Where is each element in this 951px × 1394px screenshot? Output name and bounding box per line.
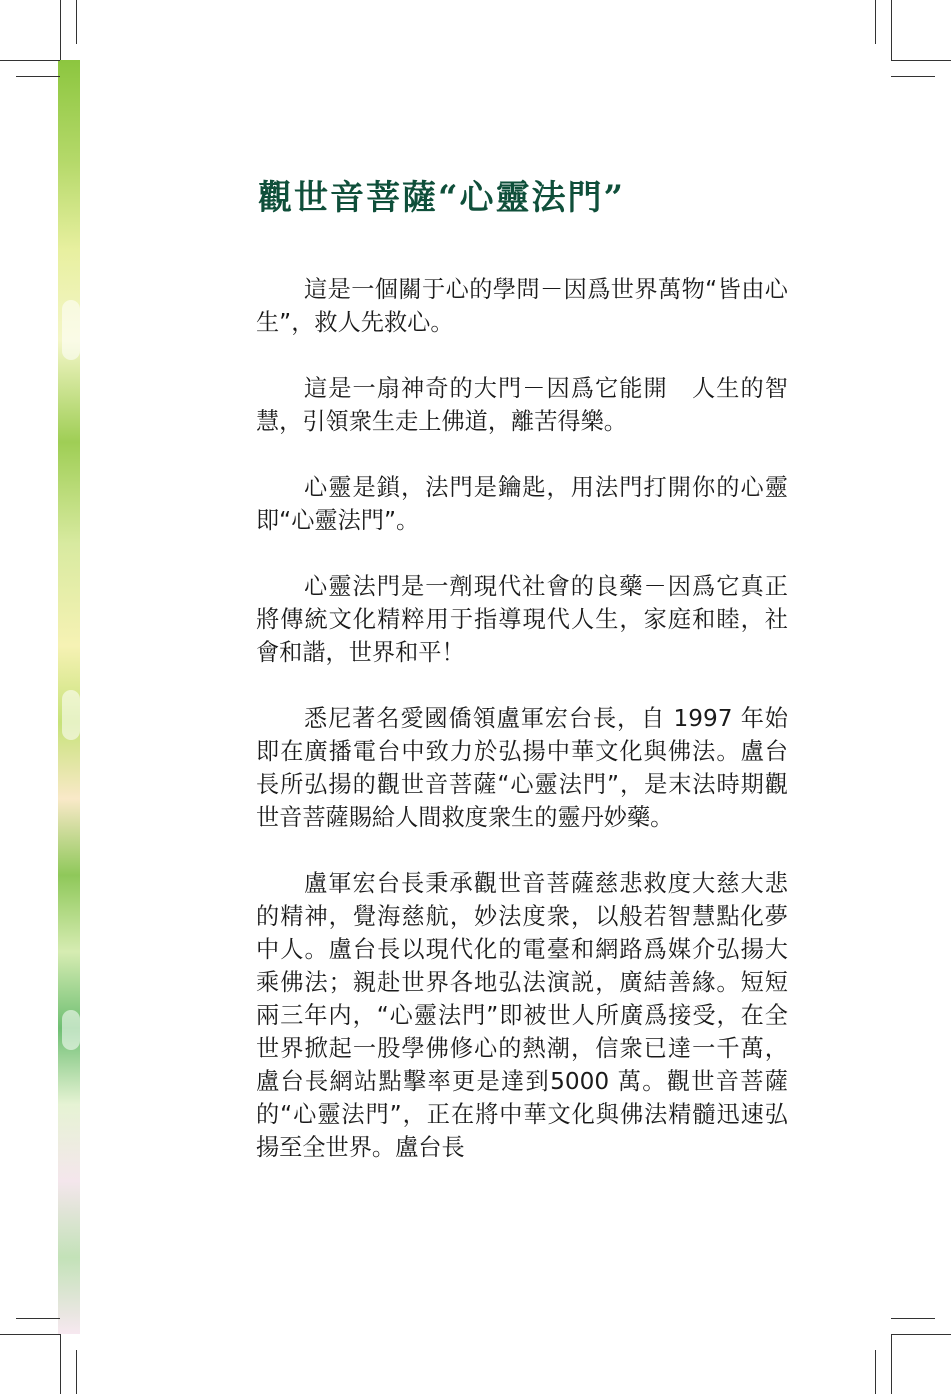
crop-mark-bottom-right-v2 bbox=[875, 1350, 876, 1394]
paragraph: 這是一個關于心的學問－因爲世界萬物“皆由心生”，救人先救心。 bbox=[256, 276, 788, 336]
body-text bbox=[256, 273, 788, 1197]
crop-mark-bottom-left-h2 bbox=[16, 1318, 60, 1319]
crop-mark-top-right-v2 bbox=[875, 0, 876, 44]
crop-mark-top-left-v2 bbox=[76, 0, 77, 44]
crop-mark-top-right-v bbox=[891, 0, 892, 60]
paragraph: 心靈法門是一劑現代社會的良藥－因爲它真正將傳統文化精粹用于指導現代人生，家庭和睦，社會和諧，世界和平！ bbox=[256, 573, 788, 666]
crop-mark-bottom-left-v2 bbox=[76, 1350, 77, 1394]
crop-mark-bottom-left-h bbox=[0, 1334, 60, 1335]
paragraph: 盧軍宏台長秉承觀世音菩薩慈悲救度大慈大悲的精神，覺海慈航，妙法度衆，以般若智慧點化夢中人。盧台長以現代化的電臺和網路爲媒介弘揚大乘佛法；親赴世界各地弘法演説，廣結善緣。短短兩三年内，“心靈法門”即被世人所廣爲接受，在全世界掀起一股學佛修心的熱潮，信衆已達一千萬，盧台長網站點擊率更是達到5000 萬。觀世音菩薩的“心靈法門”，正在將中華文化與佛法精髓迅速弘揚至全世界。盧台長 bbox=[256, 870, 788, 1161]
crop-mark-top-right-h2 bbox=[891, 76, 935, 77]
crop-mark-top-right-h bbox=[891, 60, 951, 61]
page-title: 觀世音菩薩“心靈法門” bbox=[258, 178, 626, 218]
strip-highlight bbox=[62, 1010, 80, 1050]
crop-mark-bottom-right-h2 bbox=[891, 1318, 935, 1319]
crop-mark-bottom-left-v bbox=[60, 1334, 61, 1394]
paragraph: 這是一扇神奇的大門－因爲它能開 人生的智慧，引領衆生走上佛道，離苦得樂。 bbox=[256, 375, 788, 435]
crop-mark-bottom-right-v bbox=[891, 1334, 892, 1394]
crop-mark-top-left-h bbox=[0, 60, 60, 61]
crop-mark-bottom-right-h bbox=[891, 1334, 951, 1335]
paragraph: 悉尼著名愛國僑領盧軍宏台長，自 1997 年始即在廣播電台中致力於弘揚中華文化與佛法。盧台長所弘揚的觀世音菩薩“心靈法門”，是末法時期觀世音菩薩賜給人間救度衆生的靈丹妙藥。 bbox=[256, 705, 788, 831]
crop-mark-top-left-v bbox=[60, 0, 61, 60]
strip-highlight bbox=[62, 690, 80, 740]
strip-highlight bbox=[62, 300, 80, 360]
paragraph: 心靈是鎖，法門是鑰匙，用法門打開你的心靈即“心靈法門”。 bbox=[256, 474, 788, 534]
crop-mark-top-left-h2 bbox=[16, 76, 60, 77]
